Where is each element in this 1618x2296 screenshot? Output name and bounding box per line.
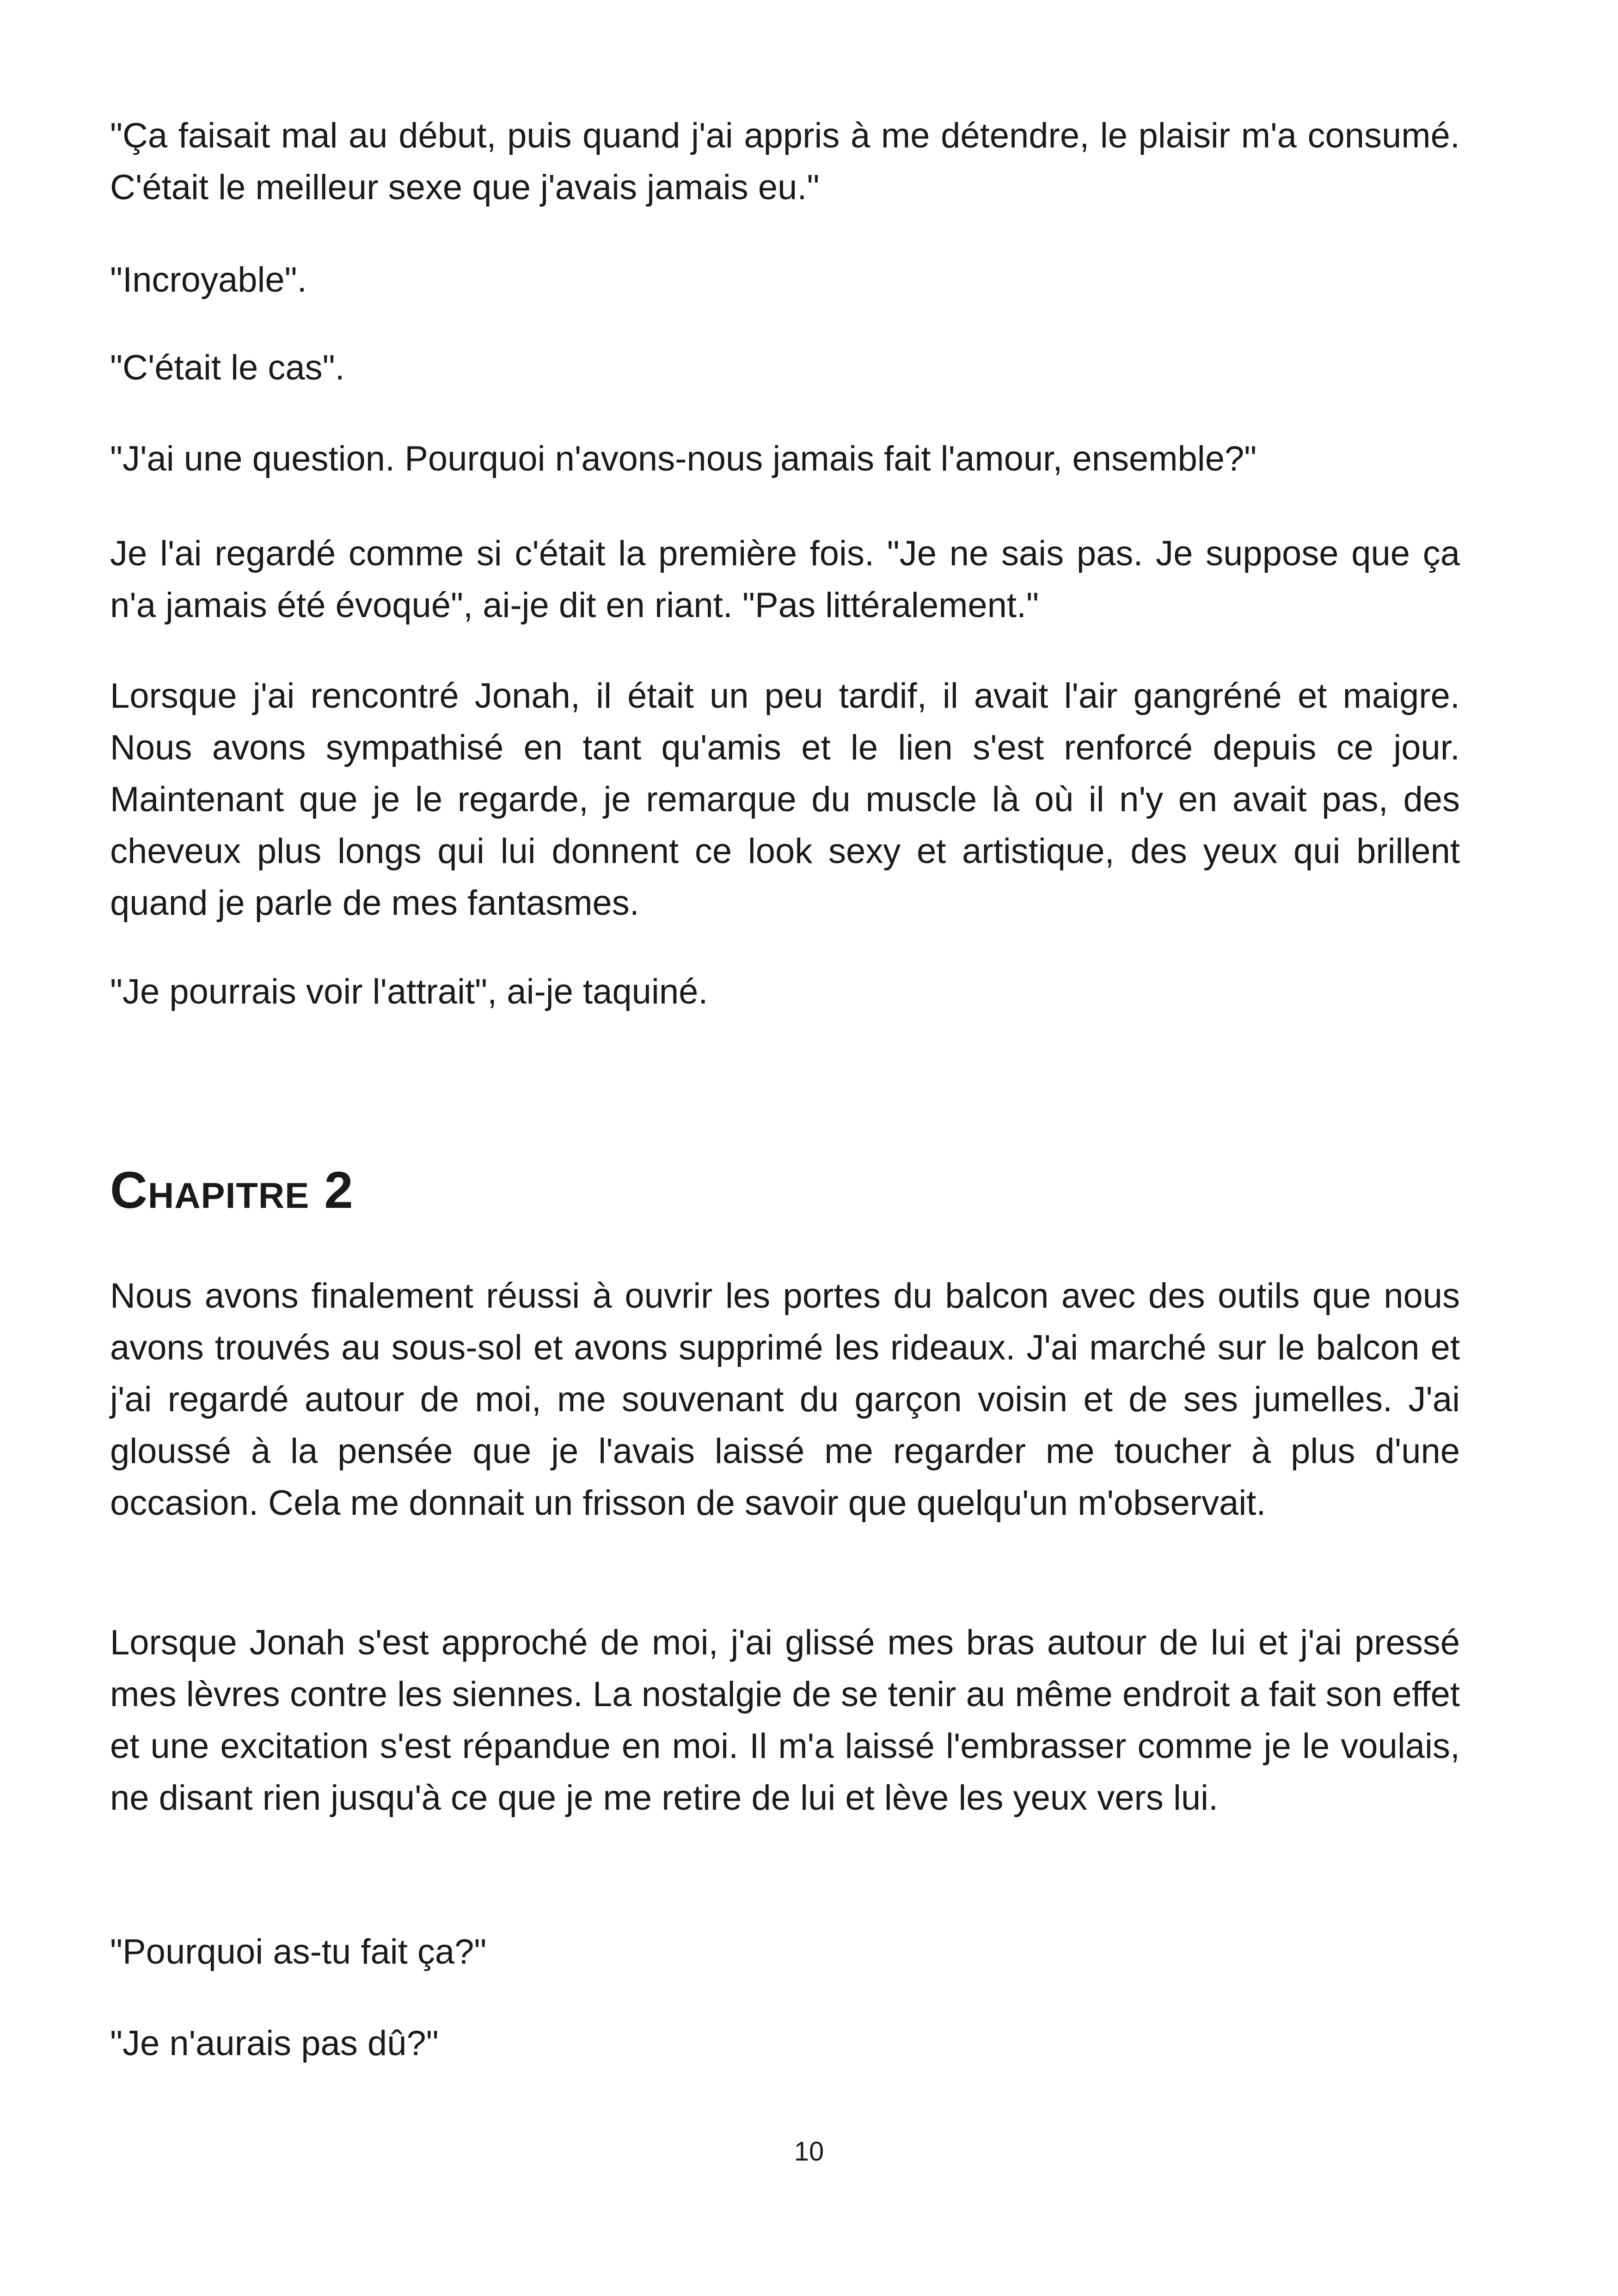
- paragraph: "Je n'aurais pas dû?": [110, 2024, 439, 2063]
- paragraph: "Ça faisait mal au début, puis quand j'ai appris à me détendre, le plaisir m'a consumé. C'était le meilleur sexe que j'avais jamais eu.": [110, 116, 1460, 207]
- paragraph: Je l'ai regardé comme si c'était la première fois. "Je ne sais pas. Je suppose que ça n'a jamais été évoqué", ai-je dit en riant. "Pas littéralement.": [110, 534, 1460, 625]
- paragraph: Lorsque j'ai rencontré Jonah, il était un peu tardif, il avait l'air gangréné et maigre. Nous avons sympathisé en tant qu'amis et le lien s'est renforcé depuis ce jour. Maintenant que je le regarde, je remarque du muscle là où il n'y en avait pas, des cheveux plus longs qui lui donnent ce look sexy et artistique, des yeux qui brillent quand je parle de mes fantasmes.: [110, 676, 1460, 923]
- paragraph: "Incroyable".: [110, 260, 307, 300]
- paragraph: "C'était le cas".: [110, 348, 345, 387]
- paragraph: "J'ai une question. Pourquoi n'avons-nous jamais fait l'amour, ensemble?": [110, 439, 1257, 478]
- chapter-heading: Chapitre 2: [110, 1161, 354, 1219]
- paragraph: Lorsque Jonah s'est approché de moi, j'ai glissé mes bras autour de lui et j'ai pressé mes lèvres contre les siennes. La nostalgie de se tenir au même endroit a fait son effet et une excitation s'est répandue en moi. Il m'a laissé l'embrasser comme je le voulais, ne disant rien jusqu'à ce que je me retire de lui et lève les yeux vers lui.: [110, 1623, 1460, 1818]
- paragraph: "Je pourrais voir l'attrait", ai-je taquiné.: [110, 972, 708, 1011]
- page-number: 10: [794, 2137, 824, 2167]
- paragraph: "Pourquoi as-tu fait ça?": [110, 1932, 487, 1971]
- paragraph: Nous avons finalement réussi à ouvrir les portes du balcon avec des outils que nous avons trouvés au sous-sol et avons supprimé les rideaux. J'ai marché sur le balcon et j'ai regardé autour de moi, me souvenant du garçon voisin et de ses jumelles. J'ai gloussé à la pensée que je l'avais laissé me regarder me toucher à plus d'une occasion. Cela me donnait un frisson de savoir que quelqu'un m'observait.: [110, 1276, 1460, 1523]
